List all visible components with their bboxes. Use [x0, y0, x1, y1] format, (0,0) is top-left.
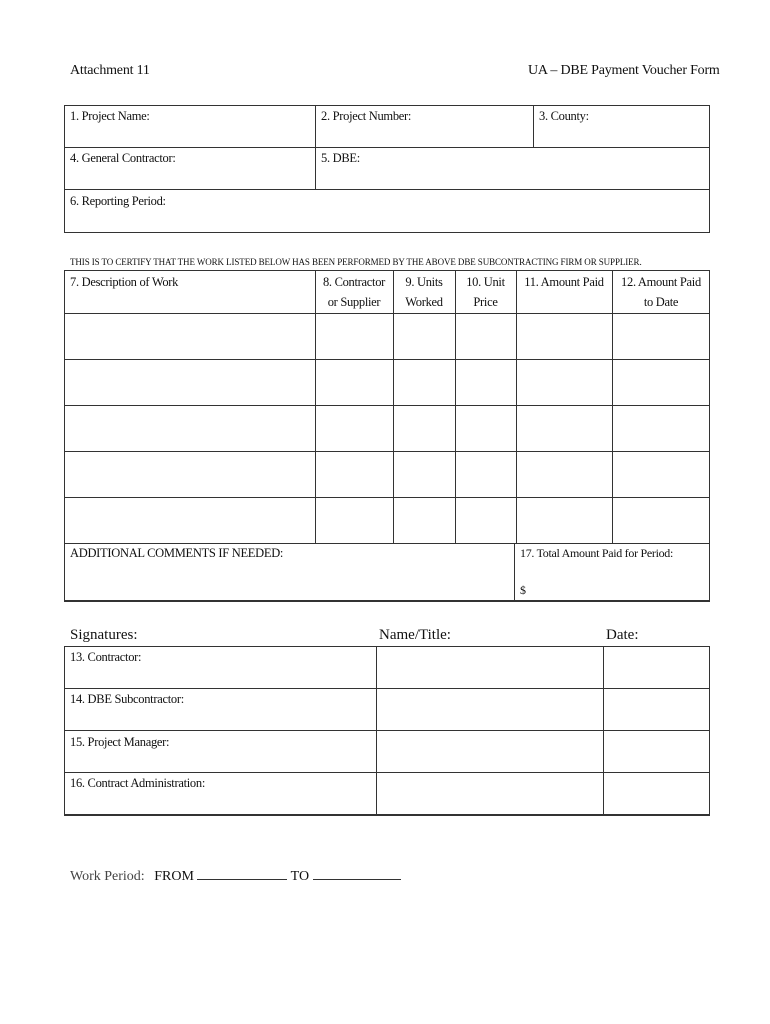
header-description-label: 7. Description of Work [70, 275, 179, 289]
general-contractor-field[interactable]: 4. General Contractor: [70, 151, 176, 165]
header-amount-paid-line1: 11. Amount Paid [524, 275, 604, 289]
total-amount-field[interactable]: $ [520, 583, 526, 597]
table-row [64, 772, 710, 773]
signatures-heading: Signatures: [70, 627, 138, 643]
divider [64, 189, 710, 190]
project-name-field[interactable]: 1. Project Name: [70, 109, 150, 123]
column-divider [603, 646, 604, 816]
header-contractor [315, 272, 393, 312]
table-row [64, 405, 710, 406]
attachment-label: Attachment 11 [70, 63, 150, 78]
form-title: UA – DBE Payment Voucher Form [528, 63, 720, 78]
work-period-label: Work Period: [70, 869, 145, 884]
header-units-line2: Worked [405, 295, 443, 309]
county-field[interactable]: 3. County: [539, 109, 589, 123]
header-units [393, 272, 455, 312]
header-contractor-line2: or Supplier [327, 295, 381, 309]
work-period-row [70, 865, 401, 885]
total-amount-label: 17. Total Amount Paid for Period: [520, 546, 674, 560]
additional-comments-field[interactable]: ADDITIONAL COMMENTS IF NEEDED: [70, 546, 284, 560]
header-amount-paid-to-date-line1: 12. Amount Paid [621, 275, 701, 289]
from-label: FROM [154, 869, 194, 884]
header-units-line1: 9. Units [405, 275, 443, 289]
dbe-subcontractor-signature-field[interactable]: 14. DBE Subcontractor: [70, 692, 184, 706]
table-row [64, 543, 710, 544]
divider [315, 105, 316, 189]
to-date-field[interactable] [313, 865, 401, 880]
contractor-signature-field[interactable]: 13. Contractor: [70, 650, 142, 664]
header-amount-paid-to-date-line2: to Date [643, 295, 679, 309]
date-heading: Date: [606, 627, 639, 643]
divider [533, 105, 534, 147]
dbe-field[interactable]: 5. DBE: [321, 151, 360, 165]
name-title-heading: Name/Title: [379, 627, 451, 643]
divider [64, 147, 710, 148]
column-divider [516, 270, 517, 543]
project-number-field[interactable]: 2. Project Number: [321, 109, 412, 123]
header-description [64, 272, 315, 292]
contract-administration-signature-field[interactable]: 16. Contract Administration: [70, 776, 205, 790]
project-info-box [64, 105, 710, 233]
from-date-field[interactable] [197, 865, 287, 880]
header-amount-paid-to-date [612, 272, 710, 312]
certify-statement: THIS IS TO CERTIFY THAT THE WORK LISTED BELOW HAS BEEN PERFORMED BY THE ABOVE DBE SUBCONTRACTING FIRM OR SUPPLIER. [70, 257, 642, 267]
table-row [64, 497, 710, 498]
table-row [64, 313, 710, 314]
header-amount-paid [516, 272, 612, 292]
table-row [64, 688, 710, 689]
column-divider [376, 646, 377, 816]
column-divider [514, 543, 515, 602]
header-contractor-line1: 8. Contractor [322, 275, 386, 289]
table-row [64, 451, 710, 452]
table-row [64, 730, 710, 731]
project-manager-signature-field[interactable]: 15. Project Manager: [70, 735, 170, 749]
reporting-period-field[interactable]: 6. Reporting Period: [70, 194, 166, 208]
header-unit-price [455, 272, 516, 312]
to-label: TO [290, 869, 310, 884]
table-row [64, 359, 710, 360]
header-unit-price-line1: 10. Unit [466, 275, 505, 289]
header-unit-price-line2: Price [473, 295, 498, 309]
